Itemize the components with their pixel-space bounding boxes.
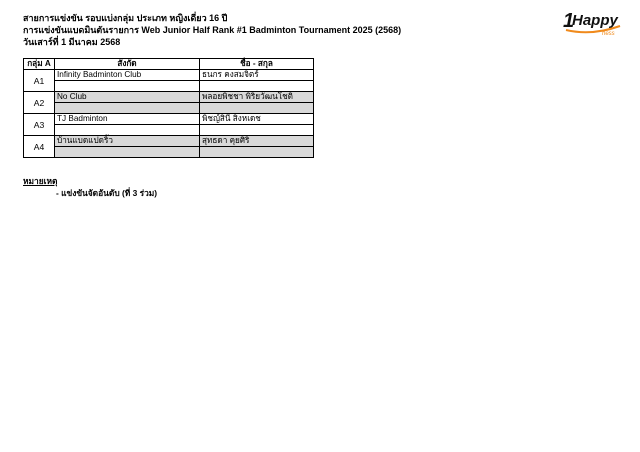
table-row bbox=[24, 92, 314, 103]
group-id: A4 bbox=[24, 136, 55, 158]
table-row bbox=[24, 136, 314, 147]
notes-line: - แข่งขันจัดอันดับ (ที่ 3 ร่วม) bbox=[56, 188, 158, 198]
table-row-spacer bbox=[24, 81, 314, 92]
group-table bbox=[23, 58, 314, 158]
header-club: สังกัด bbox=[55, 59, 200, 70]
name-cell: ธนกร คงสมจิตร์ bbox=[200, 70, 314, 81]
event-title: สายการแข่งขัน รอบแบ่งกลุ่ม ประเภท หญิงเดี่ยว 16 ปี bbox=[23, 13, 228, 23]
club-cell: บ้านแบดแปดริ้ว bbox=[55, 136, 200, 147]
logo-subword: ness bbox=[602, 31, 615, 37]
table-row-spacer bbox=[24, 103, 314, 114]
club-cell: TJ Badminton bbox=[55, 114, 200, 125]
tournament-name: การแข่งขันแบดมินตันรายการ Web Junior Half Rank #1 Badminton Tournament 2025 (2568) bbox=[23, 25, 402, 35]
table-row-spacer bbox=[24, 147, 314, 158]
group-id: A2 bbox=[24, 92, 55, 114]
club-cell: Infinity Badminton Club bbox=[55, 70, 200, 81]
header-group: กลุ่ม A bbox=[24, 59, 55, 70]
table-header-row bbox=[24, 59, 314, 70]
logo-number: 1 bbox=[563, 10, 575, 32]
club-cell: No Club bbox=[55, 92, 200, 103]
group-id: A3 bbox=[24, 114, 55, 136]
name-cell: พิชญ์สินี สิงหเดช bbox=[200, 114, 314, 125]
table-row bbox=[24, 114, 314, 125]
table-row bbox=[24, 70, 314, 81]
logo-word: Happy bbox=[572, 12, 618, 29]
event-date: วันเสาร์ที่ 1 มีนาคม 2568 bbox=[23, 37, 121, 47]
table-row-spacer bbox=[24, 125, 314, 136]
group-id: A1 bbox=[24, 70, 55, 92]
notes-section bbox=[23, 175, 157, 199]
happyness-logo bbox=[562, 6, 624, 38]
header-name: ชื่อ - สกุล bbox=[200, 59, 314, 70]
notes-title: หมายเหตุ bbox=[23, 176, 58, 186]
document-header bbox=[23, 12, 401, 48]
name-cell: สุทธดา คุยศิริ bbox=[200, 136, 314, 147]
name-cell: พลอยพิชชา พิริยวัฒนโชติ bbox=[200, 92, 314, 103]
